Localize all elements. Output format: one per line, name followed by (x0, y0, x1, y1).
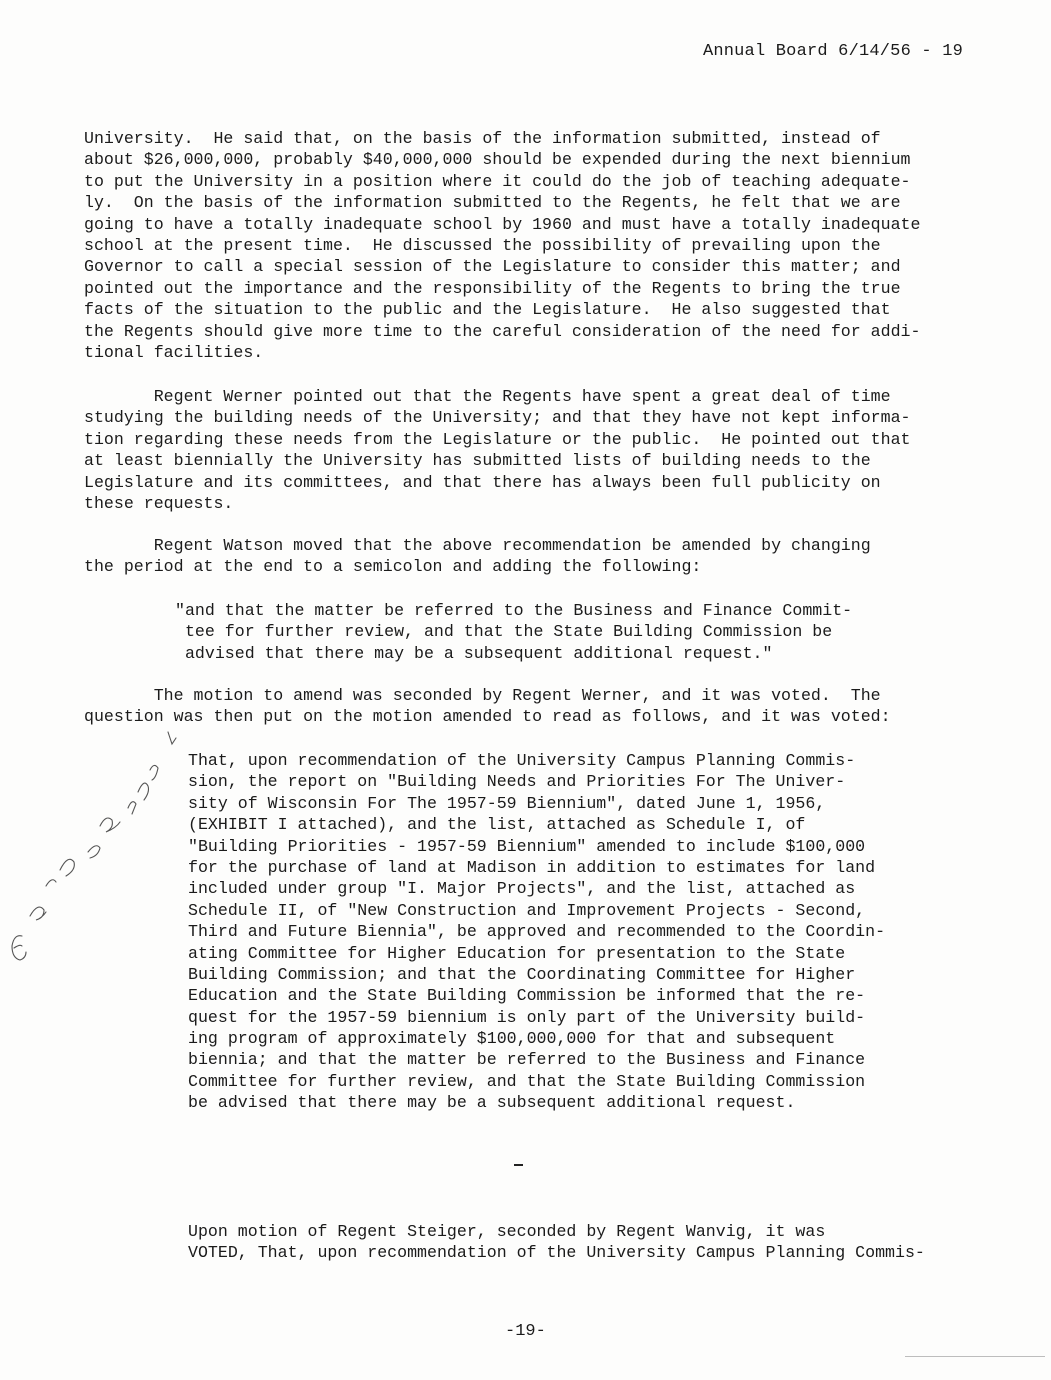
text-line: Regent Werner pointed out that the Regents have spent a great deal of time (84, 387, 891, 406)
text-line: pointed out the importance and the responsibility of the Regents to bring the true (84, 278, 901, 298)
text-line: Regent Watson moved that the above recommendation be amended by changing (84, 536, 871, 555)
text-line: the period at the end to a semicolon and adding the following: (84, 557, 702, 577)
text-line: (EXHIBIT I attached), and the list, attached as Schedule I, of (188, 815, 806, 835)
text-line: ly. On the basis of the information submitted to the Regents, he felt that we are (84, 193, 901, 213)
text-line: studying the building needs of the University; and that they have not kept informa- (84, 408, 911, 428)
text-line: tee for further review, and that the State Building Commission be (175, 622, 833, 642)
text-line: included under group "I. Major Projects", and the list, attached as (188, 879, 856, 899)
text-line: ing program of approximately $100,000,000 for that and subsequent (188, 1029, 836, 1049)
text-line: these requests. (84, 493, 234, 513)
text-line: The motion to amend was seconded by Regent Werner, and it was voted. The (84, 686, 881, 705)
text-line: biennia; and that the matter be referred to the Business and Finance (188, 1050, 866, 1070)
text-line: Legislature and its committees, and that there has always been full publicity on (84, 472, 881, 492)
paragraph-motion-voted (84, 685, 891, 728)
text-line: Third and Future Biennia", be approved and recommended to the Coordin- (188, 922, 886, 942)
text-line: "and that the matter be referred to the Business and Finance Commit- (175, 601, 853, 620)
resolution-text (188, 750, 885, 1114)
page-header: Annual Board 6/14/56 - 19 (702, 42, 963, 61)
text-line: question was then put on the motion amended to read as follows, and it was voted: (84, 707, 891, 727)
paragraph-steiger-motion (188, 1221, 925, 1264)
paragraph-regent-werner (84, 386, 911, 514)
text-line: That, upon recommendation of the University Campus Planning Commis- (188, 751, 856, 770)
text-line: facts of the situation to the public and the Legislature. He also suggested that (84, 300, 891, 320)
text-line: tional facilities. (84, 342, 264, 362)
text-line: school at the present time. He discussed the possibility of prevailing upon the (84, 235, 881, 255)
page-number: -19- (505, 1322, 546, 1341)
text-line: to put the University in a position where it could do the job of teaching adequate- (84, 171, 911, 191)
text-line: Upon motion of Regent Steiger, seconded by Regent Wanvig, it was (188, 1222, 826, 1241)
text-line: Building Commission; and that the Coordinating Committee for Higher (188, 964, 856, 984)
text-line: sity of Wisconsin For The 1957-59 Biennium", dated June 1, 1956, (188, 793, 826, 813)
text-line: ating Committee for Higher Education for presentation to the State (188, 943, 846, 963)
text-line: Schedule II, of "New Construction and Improvement Projects - Second, (188, 900, 866, 920)
section-divider-dash (514, 1164, 523, 1166)
text-line: Governor to call a special session of the Legislature to consider this matter; and (84, 257, 901, 277)
text-line: be advised that there may be a subsequent additional request. (188, 1093, 796, 1113)
text-line: quest for the 1957-59 biennium is only part of the University build- (188, 1007, 866, 1027)
text-line: University. He said that, on the basis of the information submitted, instead of (84, 129, 881, 148)
text-line: for the purchase of land at Madison in addition to estimates for land (188, 857, 876, 877)
text-line: Education and the State Building Commission be informed that the re- (188, 986, 866, 1006)
text-line: Committee for further review, and that the State Building Commission (188, 1071, 866, 1091)
text-line: the Regents should give more time to the careful consideration of the need for addi- (84, 321, 921, 341)
text-line: sion, the report on "Building Needs and Priorities For The Univer- (188, 772, 846, 792)
paragraph-regent-watson-motion (84, 535, 871, 578)
text-line: about $26,000,000, probably $40,000,000 should be expended during the next biennium (84, 150, 911, 170)
text-line: VOTED, That, upon recommendation of the University Campus Planning Commis- (188, 1243, 925, 1263)
text-line: going to have a totally inadequate school by 1960 and must have a totally inadequate (84, 214, 921, 234)
text-line: "Building Priorities - 1957-59 Biennium" amended to include $100,000 (188, 836, 866, 856)
text-line: tion regarding these needs from the Legislature or the public. He pointed out that (84, 429, 911, 449)
paragraph-university-funding (84, 128, 920, 363)
scan-artifact-line (905, 1356, 1045, 1357)
quoted-amendment (175, 600, 852, 664)
text-line: advised that there may be a subsequent additional request." (175, 643, 773, 663)
text-line: at least biennially the University has submitted lists of building needs to the (84, 451, 871, 471)
handwritten-margin-note-icon (0, 730, 190, 970)
